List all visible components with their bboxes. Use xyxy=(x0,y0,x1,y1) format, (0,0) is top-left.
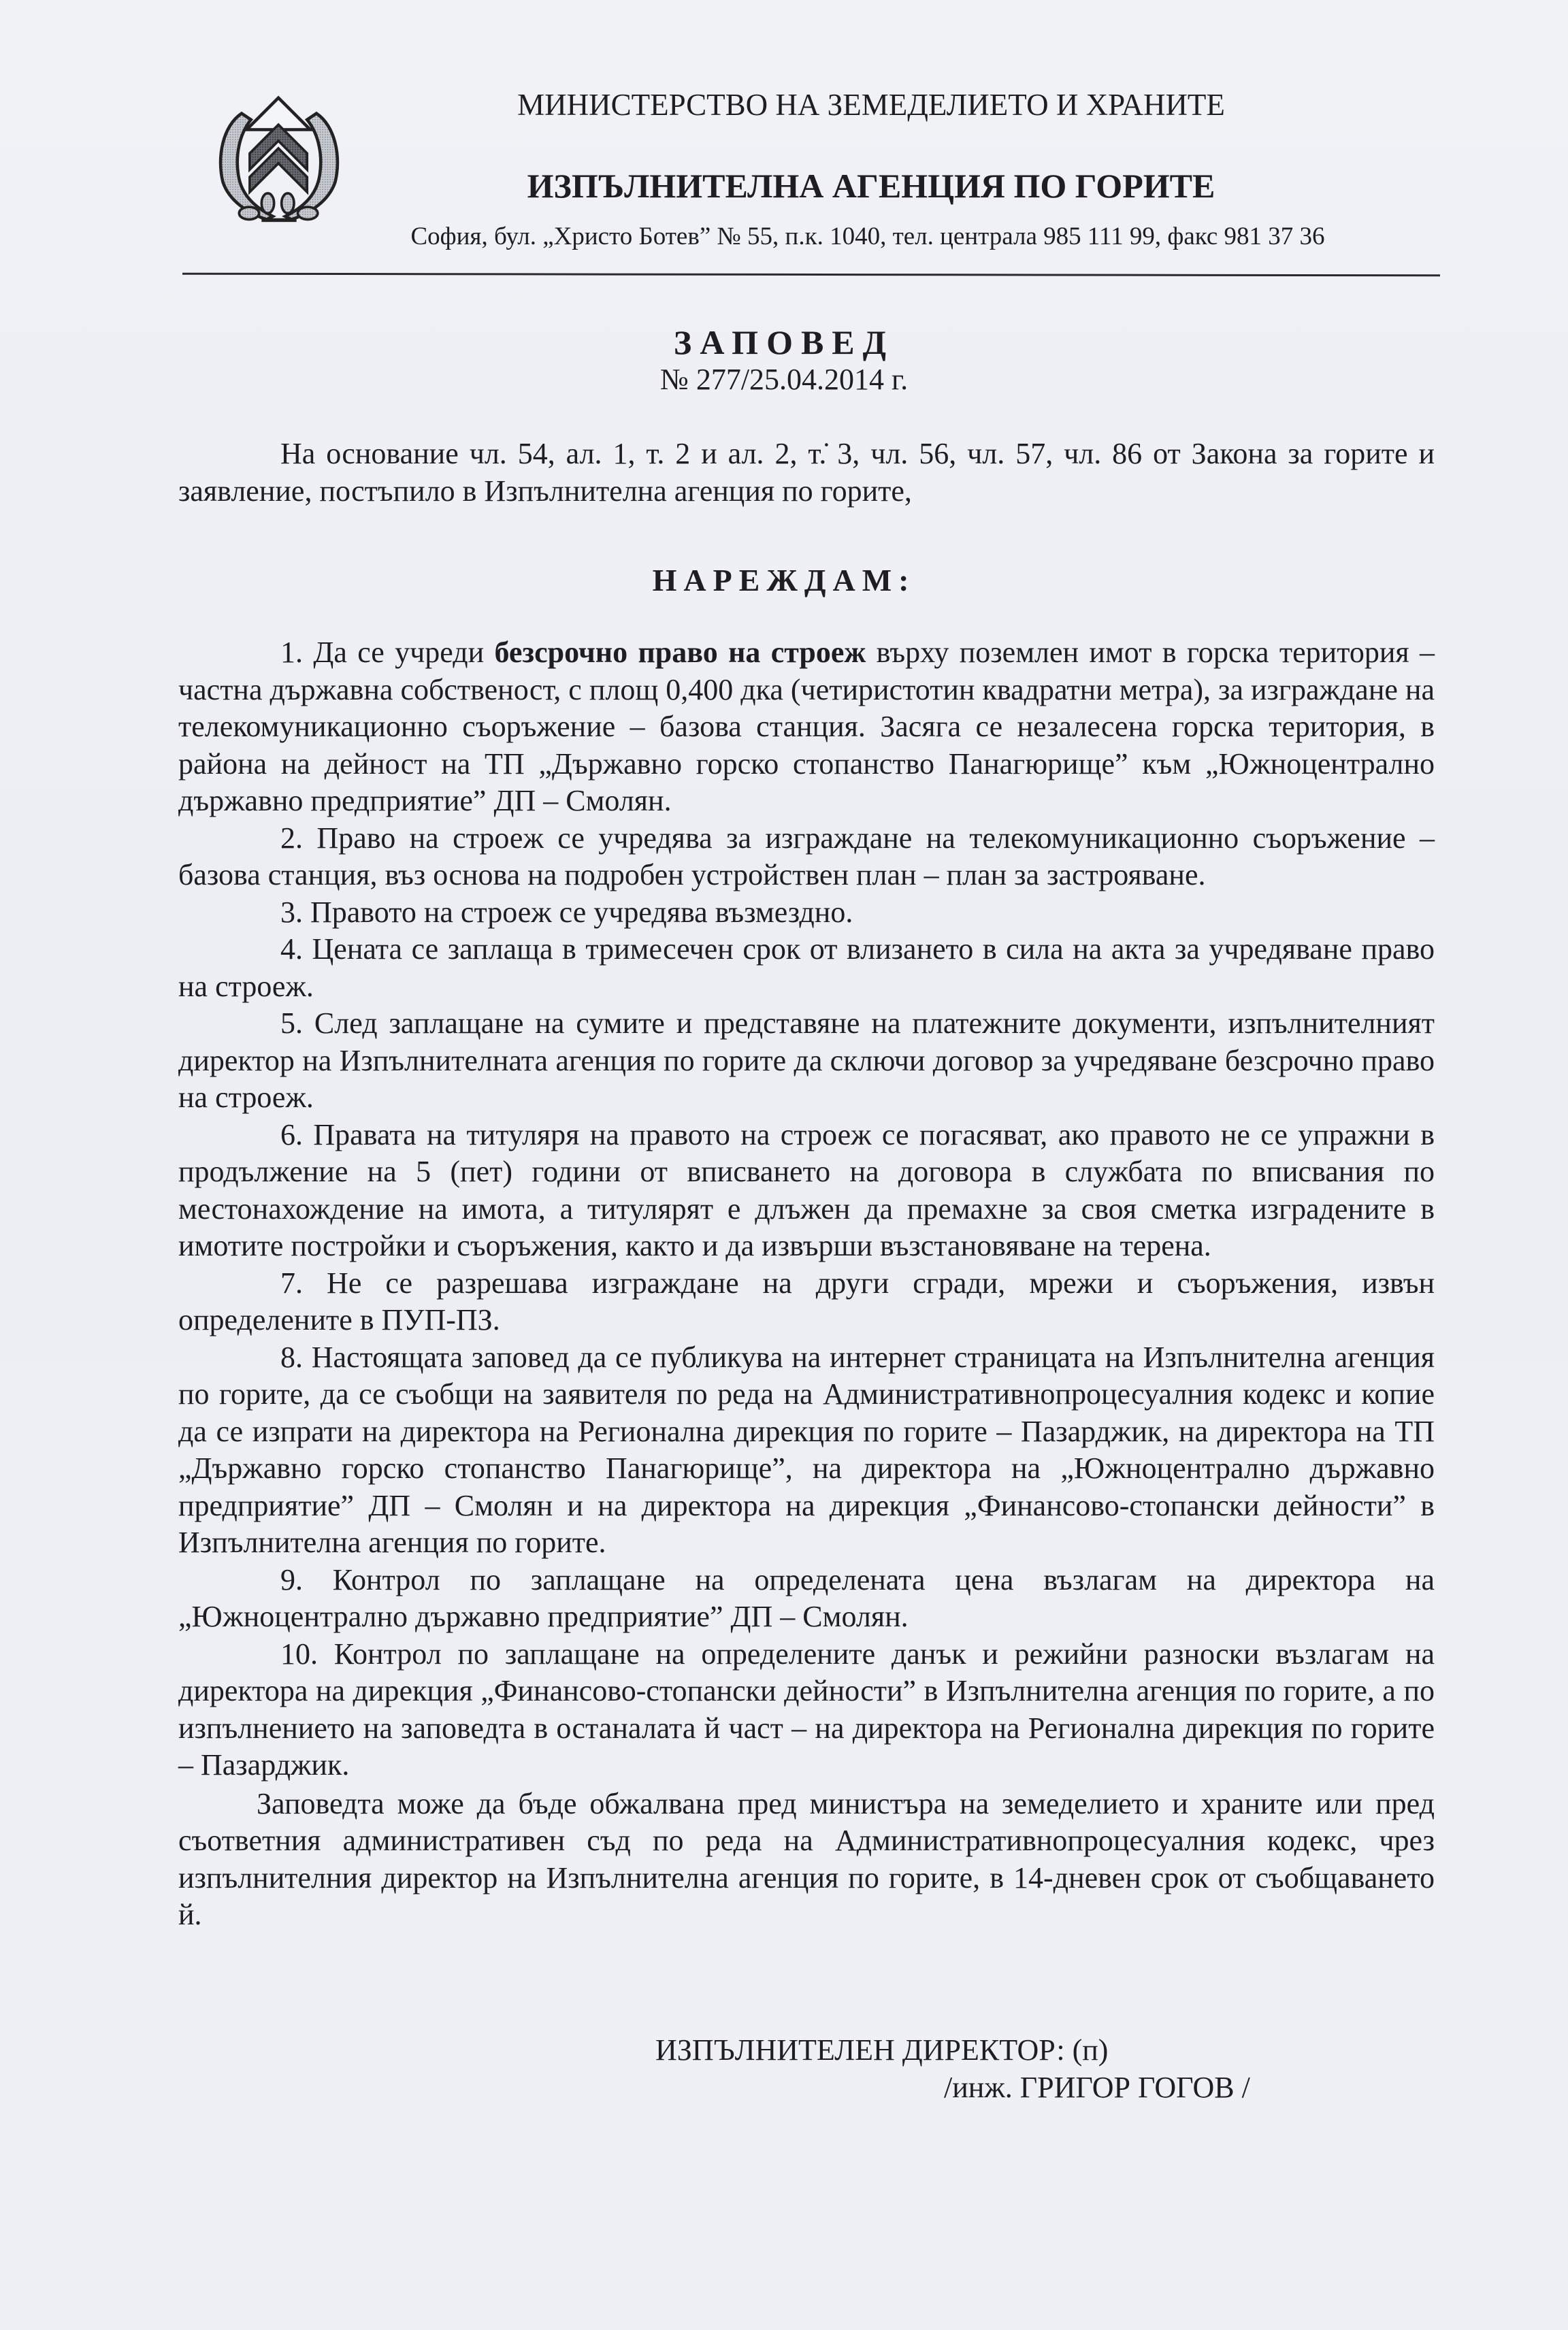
order-item-7: 7. Не се разрешава изграждане на други сгради, мрежи и съоръжения, извън определените в ПУП-ПЗ. xyxy=(178,1266,1435,1336)
order-items xyxy=(178,634,1435,1934)
document-title: ЗАПОВЕД xyxy=(673,323,895,361)
order-item-5: 5. След заплащане на сумите и представяне на платежните документи, изпълнителният директор на Изпълнителната агенция по горите да сключи договор за учредяване безсрочно право на строеж. xyxy=(178,1006,1435,1114)
order-item-3: 3. Правото на строеж се учредява възмездно. xyxy=(280,895,853,929)
order-item-10: 10. Контрол по заплащане на определените данък и режийни разноски възлагам на директора на дирекция „Финансово-стопански дейности” в Изпълнителна агенция по горите, а по изпълнението на заповедта в останалата й част – на директора на Регионална дирекция по горите – Пазарджик. xyxy=(178,1637,1435,1782)
header-divider xyxy=(182,273,1440,277)
order-item-8: 8. Настоящата заповед да се публикува на интернет страницата на Изпълнителна агенция по горите, да се съобщи на заявителя по реда на Административнопроцесуалния кодекс и копие да се изпрати на директора на Регионална дирекция по горите – Пазарджик, на директора на ТП „Държавно горско стопанство Панагюрище”, на директора на „Южноцентрално държавно предприятие” ДП – Смолян и на директора на дирекция „Финансово-стопански дейности” в Изпълнителна агенция по горите. xyxy=(178,1340,1435,1559)
document-number: № 277/25.04.2014 г. xyxy=(659,363,909,396)
order-item-1-text: върху поземлен имот в горска територия – частна държавна собственост, с площ 0,400 дка (четиристотин квадратни метра), за изграждане на телекомуникационно съоръжение – базова станция. Засяга се незалесена горска територия, в района на дейност на ТП „Държавно горско стопанство Панагюрище” към „Южноцентрално държавно предприятие” ДП – Смолян. xyxy=(178,636,1435,817)
preamble xyxy=(178,436,1435,510)
order-item-9: 9. Контрол по заплащане на определената цена възлагам на директора на „Южноцентрално държавно предприятие” ДП – Смолян. xyxy=(178,1562,1435,1633)
order-item-1-prefix: 1. Да се учреди xyxy=(280,636,495,669)
appeal-notice: Заповедта може да бъде обжалвана пред министъра на земеделието и храните или пред съответния административен съд по реда на Административнопроцесуалния кодекс, чрез изпълнителния директор на Изпълнителна агенция по горите, в 14-дневен срок от съобщаването й. xyxy=(178,1786,1435,1931)
signatory-name: /инж. ГРИГОР ГОГОВ / xyxy=(944,2071,1250,2104)
agency-logo-icon xyxy=(204,88,354,238)
order-item-1-bold: безсрочно право на строеж xyxy=(494,636,866,669)
orders-heading: НАРЕЖДАМ: xyxy=(652,563,916,597)
order-item-2: 2. Право на строеж се учредява за изграждане на телекомуникационно съоръжение – базова станция, въз основа на подробен устройствен план – план за застрояване. xyxy=(178,821,1435,891)
order-item-4: 4. Цената се заплаща в тримесечен срок от влизането в сила на акта за учредяване право на строеж. xyxy=(178,932,1435,1003)
order-item-1 xyxy=(178,634,1435,820)
ministry-name: МИНИСТЕРСТВО НА ЗЕМЕДЕЛИЕТО И ХРАНИТЕ xyxy=(517,88,1225,122)
signatory-position: ИЗПЪЛНИТЕЛЕН ДИРЕКТОР: (п) xyxy=(655,2033,1109,2067)
preamble-text: На основание чл. 54, ал. 1, т. 2 и ал. 2, т.̇ 3, чл. 56, чл. 57, чл. 86 от Закона за горите и заявление, постъпило в Изпълнителна агенция по горите, xyxy=(178,437,1435,508)
order-item-6: 6. Правата на титуляря на правото на строеж се погасяват, ако правото не се упражни в продължение на 5 (пет) години от вписването на договора в службата по вписвания по местонахождение на имота, а титулярят е длъжен да премахне за своя сметка изградените в имотите постройки и съоръжения, както и да извърши възстановяване на терена. xyxy=(178,1117,1435,1262)
agency-address: София, бул. „Христо Ботев” № 55, п.к. 1040, тел. централа 985 111 99, факс 981 37 36 xyxy=(410,223,1325,250)
agency-name: ИЗПЪЛНИТЕЛНА АГЕНЦИЯ ПО ГОРИТЕ xyxy=(527,167,1215,205)
